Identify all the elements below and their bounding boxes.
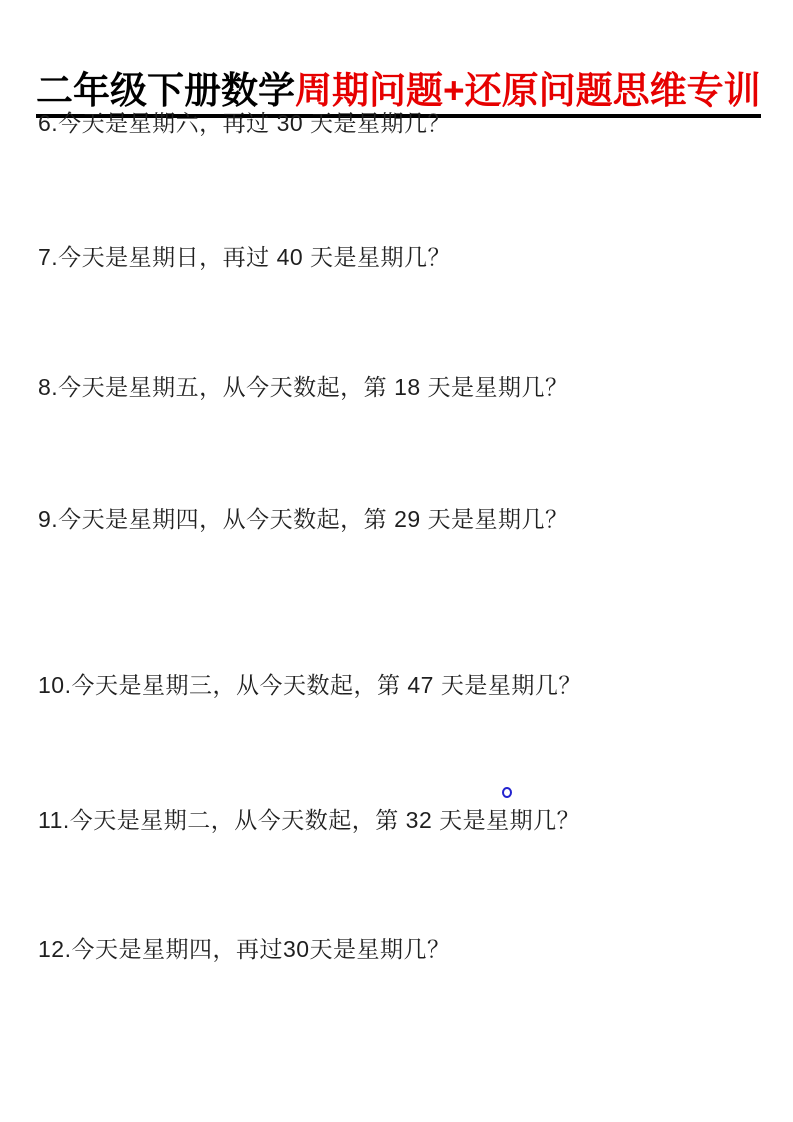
question-8: 8.今天是星期五，从今天数起，第 18 天是星期几？ [38,374,569,400]
question-6: 6.今天是星期六，再过 30 天是星期几？ [38,110,452,136]
blue-circle-annotation-mark [502,787,512,798]
page-title-black-part: 二年级下册数学 [36,69,295,111]
question-12: 12.今天是星期四，再过30天是星期几？ [38,936,451,962]
question-10: 10.今天是星期三，从今天数起，第 47 天是星期几？ [38,672,582,698]
question-7: 7.今天是星期日，再过 40 天是星期几？ [38,244,452,270]
question-9: 9.今天是星期四，从今天数起，第 29 天是星期几？ [38,506,569,532]
page-title-red-part: 周期问题+还原问题思维专训 [295,69,761,111]
question-11: 11.今天是星期二，从今天数起，第 32 天是星期几？ [38,807,581,833]
